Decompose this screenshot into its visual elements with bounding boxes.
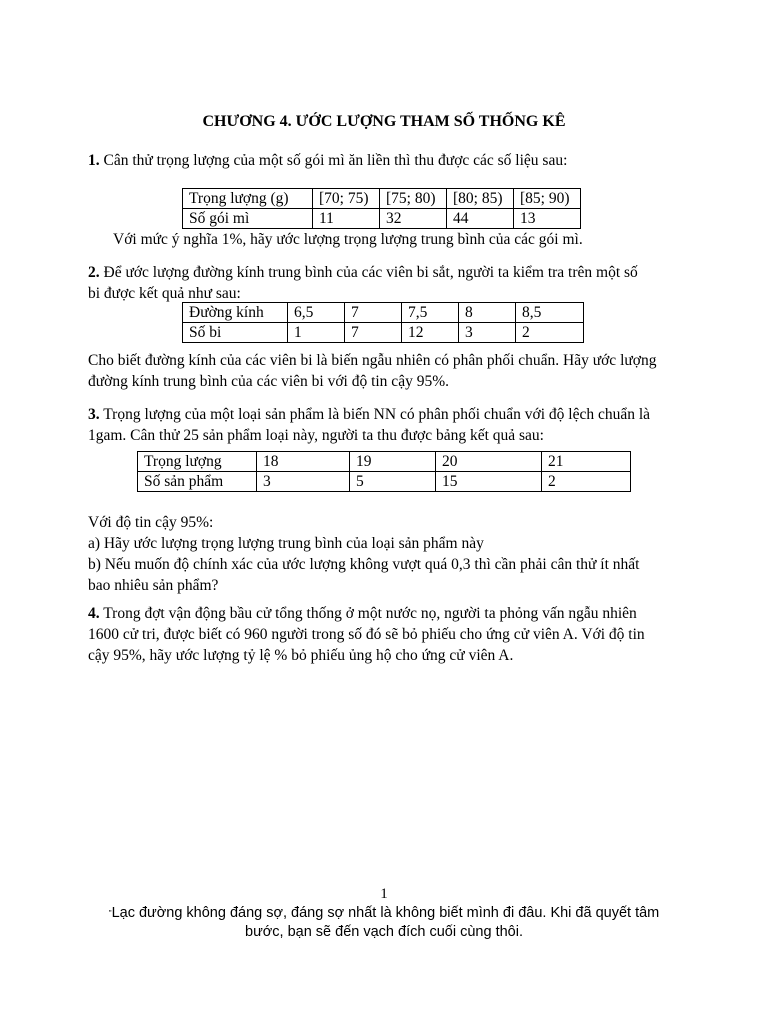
table-cell: 2 [516,323,584,343]
question-3-after-line-4: bao nhiêu sản phẩm? [88,577,219,594]
table-cell: [80; 85) [447,189,514,209]
table-row [183,303,584,323]
table-cell: 32 [380,209,447,229]
question-4-text-line-1: Trong đợt vận động bầu cử tổng thống ở một nước nọ, người ta phỏng vấn ngẫu nhiên [103,605,637,622]
table-cell: Đường kính [183,303,288,323]
page-number: 1 [380,886,388,902]
footer-quote [0,904,768,942]
table-cell: 18 [257,452,350,472]
question-3-text-line-2: 1gam. Cân thử 25 sản phẩm loại này, người ta thu được bảng kết quả sau: [88,427,544,444]
footer-quote-line-1: Lạc đường không đáng sợ, đáng sợ nhất là không biết mình đi đâu. Khi đã quyết tâm [111,905,660,921]
question-2-table [182,302,584,343]
table-cell: 8,5 [516,303,584,323]
table-row [138,472,631,492]
question-1-instruction: Với mức ý nghĩa 1%, hãy ước lượng trọng lượng trung bình của các gói mì. [113,231,583,248]
table-cell: 3 [257,472,350,492]
question-2-after-line-1: Cho biết đường kính của các viên bi là biến ngẫu nhiên có phân phối chuẩn. Hãy ước lượng [88,352,657,369]
table-cell: 15 [436,472,542,492]
table-cell: 20 [436,452,542,472]
table-cell: 21 [542,452,631,472]
table-cell: [75; 80) [380,189,447,209]
question-1-table [182,188,581,229]
table-cell: Trọng lượng (g) [183,189,313,209]
table-row [183,209,581,229]
question-4-text-line-2: 1600 cử tri, được biết có 960 người trong số đó sẽ bỏ phiếu cho ứng cử viên A. Với độ tin [88,626,645,643]
table-cell: 7 [345,303,402,323]
table-cell: Trọng lượng [138,452,257,472]
table-cell: [70; 75) [313,189,380,209]
table-cell: 7,5 [402,303,459,323]
question-2-instruction [88,350,688,392]
question-4 [88,603,688,666]
footer-quote-line-2: bước, bạn sẽ đến vạch đích cuối cùng thôi. [245,924,523,940]
question-3 [88,404,688,446]
question-3-after-line-2: a) Hãy ước lượng trọng lượng trung bình của loại sản phẩm này [88,535,484,552]
question-3-after-line-3: b) Nếu muốn độ chính xác của ước lượng không vượt quá 0,3 thì cần phải cân thử ít nhất [88,556,640,573]
chapter-title: CHƯƠNG 4. ƯỚC LƯỢNG THAM SỐ THỐNG KÊ [202,113,566,130]
table-cell: Số sản phẩm [138,472,257,492]
table-cell: Số bi [183,323,288,343]
question-4-number: 4. [88,605,100,622]
table-cell: 44 [447,209,514,229]
table-cell: 3 [459,323,516,343]
question-2 [88,262,688,304]
table-cell: 11 [313,209,380,229]
question-2-text-line-2: bi được kết quả như sau: [88,285,241,302]
table-cell: 2 [542,472,631,492]
question-4-text-line-3: cậy 95%, hãy ước lượng tỷ lệ % bỏ phiếu ủng hộ cho ứng cử viên A. [88,647,514,664]
table-cell: 19 [350,452,436,472]
table-row [138,452,631,472]
table-cell: 13 [514,209,581,229]
question-2-number: 2. [88,264,100,281]
question-1 [88,150,688,171]
table-cell: [85; 90) [514,189,581,209]
question-3-instruction [88,512,688,596]
table-cell: 8 [459,303,516,323]
question-1-text: Cân thử trọng lượng của một số gói mì ăn liền thì thu được các số liệu sau: [103,152,568,169]
table-cell: 12 [402,323,459,343]
question-3-text-line-1: Trọng lượng của một loại sản phẩm là biến NN có phân phối chuẩn với độ lệch chuẩn là [103,406,651,423]
question-3-after-line-1: Với độ tin cậy 95%: [88,514,214,531]
table-cell: 1 [288,323,345,343]
question-3-number: 3. [88,406,100,423]
question-2-after-line-2: đường kính trung bình của các viên bi với độ tin cậy 95%. [88,373,449,390]
table-row [183,189,581,209]
table-cell: 5 [350,472,436,492]
table-cell: 6,5 [288,303,345,323]
question-1-number: 1. [88,152,100,169]
question-3-table [137,451,631,492]
question-2-text-line-1: Để ước lượng đường kính trung bình của các viên bi sắt, người ta kiểm tra trên một số [103,264,638,281]
table-cell: Số gói mì [183,209,313,229]
quote-mark: " [108,909,112,918]
table-cell: 7 [345,323,402,343]
table-row [183,323,584,343]
